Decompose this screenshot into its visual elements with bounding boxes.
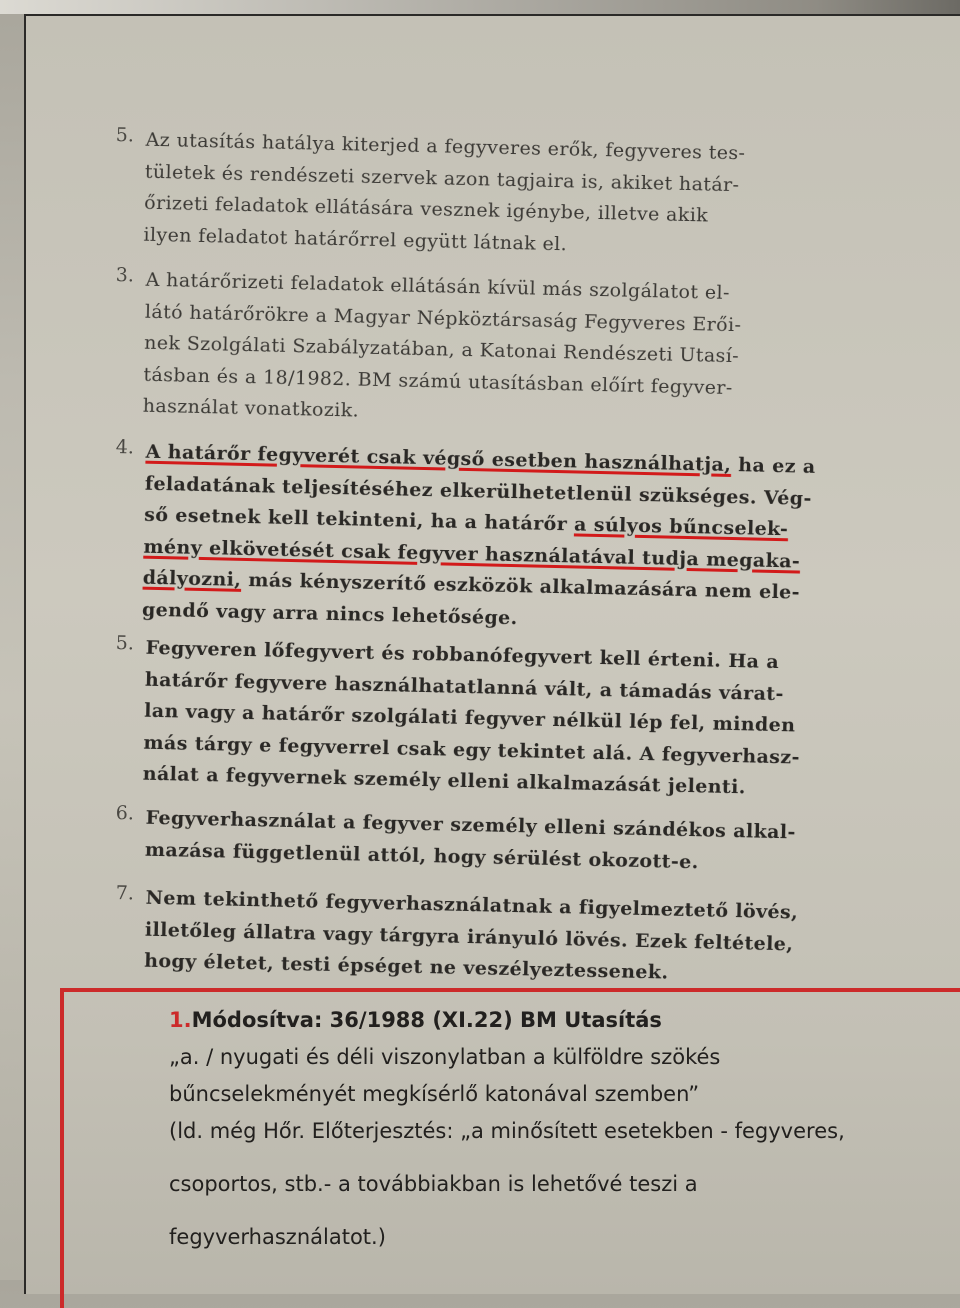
text-line: A határőrizeti feladatok ellátásán kívül más szolgálatot el- [145,268,731,304]
note-line: „a. / nyugati és déli viszonylatban a külföldre szökés [169,1045,721,1069]
paragraph-text [144,883,916,995]
text-line: mazása függetlenül attól, hogy sérülést okozott-e. [144,838,699,873]
paragraph-text [142,265,915,440]
text-line: A határőr fegyverét csak végső esetben használhatja, ha ez a [145,440,816,478]
text-line: más tárgy e fegyverrel csak egy tekintet alá. A fegyverhasz- [143,731,801,769]
text-line: ső esetnek kell tekinteni, ha a határőr a súlyos bűncselek- [143,503,789,541]
note-title-line [169,1002,960,1039]
paragraph-4 [112,436,916,643]
note-title: Módosítva: 36/1988 (XI.22) BM Utasítás [191,1008,662,1032]
text-line: lan vagy a határőr szolgálati fegyver nélkül lép fel, minden [143,699,796,737]
paragraph-text [142,437,916,643]
paragraph-number: 5. [115,632,135,655]
text-line: illetőleg állatra vagy tárgyra irányuló lövés. Ezek feltétele, [144,918,794,955]
text-line: nálat a fegyvernek személy elleni alkalmazását jelenti. [142,762,746,799]
note-number: 1. [169,1008,192,1032]
text-line: hogy életet, testi épséget ne veszélyeztessenek. [143,949,669,984]
underlined-phrase: a súlyos bűncselek- [573,513,789,541]
paragraph-number: 4. [115,436,135,459]
paragraph-7 [114,882,916,995]
underlined-phrase: mény elkövetését csak fegyver használatával tudja megaka- [143,535,801,573]
note-line: fegyverhasználatot.) [169,1225,386,1249]
paragraph-6 [115,802,916,883]
note-line: (ld. még Hőr. Előterjesztés: „a minősített esetekben - fegyveres, [169,1119,845,1143]
paragraph-3 [112,264,915,440]
paragraph-text [145,803,916,883]
text-line: gendő vagy arra nincs lehetősége. [141,598,518,629]
underlined-phrase: dályozni, [142,566,242,591]
paragraph-number: 3. [115,264,135,287]
text-line: Nem tekinthető fegyverhasználatnak a figyelmeztető lövés, [145,886,799,924]
text-line: tületek és rendészeti szervek azon tagjaira is, akiket határ- [144,160,740,196]
underlined-phrase: A határőr fegyverét csak végső esetben használhatja, [145,440,732,476]
text-line: tásban és a 18/1982. BM számú utasításban előírt fegyver- [143,363,733,399]
text-line: használat vonatkozik. [142,394,360,422]
paragraph-2 [113,124,916,268]
text-line: nek Szolgálati Szabályzatában, a Katonai Rendészeti Utasí- [143,331,740,368]
paragraph-text [143,125,916,268]
paragraph-number: 7. [115,882,135,905]
text-line: dályozni, más kényszerítő eszközök alkalmazására nem ele- [142,566,801,604]
amendment-note [169,1002,960,1256]
note-line: bűncselekményét megkísérlő katonával szemben” [169,1082,700,1106]
text-line: ilyen feladatot határőrrel együtt látnak el. [143,223,568,255]
text-line: Fegyverhasználat a fegyver személy elleni szándékos alkal- [145,806,796,844]
paragraph-number: 6. [115,802,135,825]
text-line: Az utasítás hatálya kiterjed a fegyveres erők, fegyveres tes- [145,128,746,165]
amendment-note-box [60,988,960,1308]
top-edge [0,0,960,14]
text-line: feladatának teljesítéséhez elkerülhetetlenül szükséges. Vég- [144,472,813,510]
text-line: őrizeti feladatok ellátására vesznek igénybe, illetve akik [143,191,709,227]
text-line: határőr fegyvere használhatatlanná vált, a támadás várat- [144,668,785,705]
text-line: látó határőrökre a Magyar Népköztársaság Fegyveres Erői- [144,300,742,336]
paragraph-text [142,633,915,808]
paragraph-5 [112,632,915,808]
note-line: csoportos, stb.- a továbbiakban is lehetővé teszi a [169,1172,698,1196]
text-line: Fegyveren lőfegyvert és robbanófegyvert kell érteni. Ha a [145,636,780,674]
paragraph-number: 5. [115,124,135,147]
